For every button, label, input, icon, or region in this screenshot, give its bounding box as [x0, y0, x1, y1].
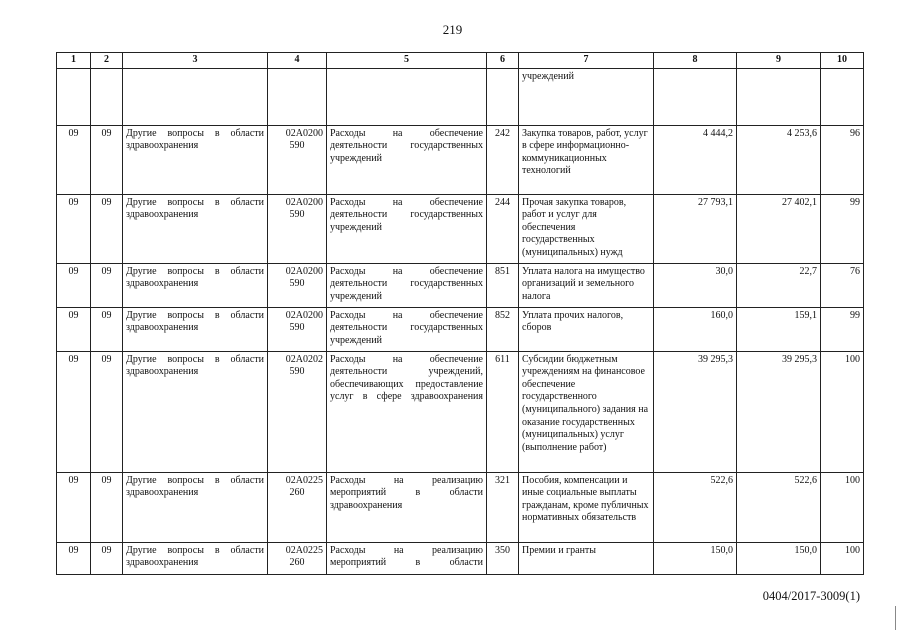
subsection-name	[123, 68, 268, 125]
expense-name: Расходы на реализацию мероприятий в области здравоохранения	[327, 472, 487, 542]
section-code: 09	[57, 263, 91, 307]
page-number: 219	[442, 22, 463, 37]
expense-type-code: 852	[487, 307, 519, 351]
expense-name: Расходы на обеспечение деятельности государственных учреждений	[327, 194, 487, 263]
expense-type-code: 350	[487, 542, 519, 574]
expense-type-name: Закупка товаров, работ, услуг в сфере информационно-коммуникационных технологий	[519, 125, 654, 194]
expense-type-code: 244	[487, 194, 519, 263]
executed-amount: 4 253,6	[737, 125, 821, 194]
header-row	[57, 53, 864, 69]
section-code: 09	[57, 472, 91, 542]
execution-percent: 76	[821, 263, 864, 307]
expense-name: Расходы на обеспечение деятельности государственных учреждений	[327, 125, 487, 194]
execution-percent: 100	[821, 472, 864, 542]
expense-type-name: Прочая закупка товаров, работ и услуг для обеспечения государственных (муниципальных) нужд	[519, 194, 654, 263]
executed-amount	[737, 68, 821, 125]
col-header: 7	[519, 53, 654, 69]
expense-type-code: 611	[487, 351, 519, 472]
section-code: 09	[57, 351, 91, 472]
table-row	[57, 351, 864, 472]
col-header: 8	[654, 53, 737, 69]
expense-name: Расходы на обеспечение деятельности государственных учреждений	[327, 263, 487, 307]
target-code: 02А0200 590	[268, 307, 327, 351]
approved-amount: 27 793,1	[654, 194, 737, 263]
target-code: 02А0200 590	[268, 263, 327, 307]
section-code: 09	[57, 307, 91, 351]
subsection-code: 09	[91, 307, 123, 351]
execution-percent: 99	[821, 307, 864, 351]
col-header: 5	[327, 53, 487, 69]
table-row	[57, 194, 864, 263]
table-row	[57, 307, 864, 351]
approved-amount	[654, 68, 737, 125]
approved-amount: 150,0	[654, 542, 737, 574]
target-code: 02А0200 590	[268, 194, 327, 263]
approved-amount: 160,0	[654, 307, 737, 351]
target-code: 02А0225 260	[268, 472, 327, 542]
execution-percent	[821, 68, 864, 125]
execution-percent: 100	[821, 542, 864, 574]
budget-table	[56, 52, 864, 575]
subsection-code: 09	[91, 542, 123, 574]
execution-percent: 100	[821, 351, 864, 472]
approved-amount: 30,0	[654, 263, 737, 307]
table-row	[57, 68, 864, 125]
margin-mark	[895, 606, 896, 630]
expense-type-name: Уплата налога на имущество организаций и земельного налога	[519, 263, 654, 307]
subsection-name: Другие вопросы в области здравоохранения	[123, 194, 268, 263]
expense-type-code	[487, 68, 519, 125]
executed-amount: 27 402,1	[737, 194, 821, 263]
subsection-name: Другие вопросы в области здравоохранения	[123, 542, 268, 574]
execution-percent: 96	[821, 125, 864, 194]
expense-name	[327, 68, 487, 125]
expense-name: Расходы на реализацию мероприятий в области	[327, 542, 487, 574]
col-header: 1	[57, 53, 91, 69]
executed-amount: 39 295,3	[737, 351, 821, 472]
col-header: 2	[91, 53, 123, 69]
expense-type-name: учреждений	[519, 68, 654, 125]
expense-type-code: 242	[487, 125, 519, 194]
subsection-code	[91, 68, 123, 125]
subsection-name: Другие вопросы в области здравоохранения	[123, 307, 268, 351]
expense-name: Расходы на обеспечение деятельности учреждений, обеспечивающих предоставление услуг в сфере здравоохранения	[327, 351, 487, 472]
target-code: 02А0200 590	[268, 125, 327, 194]
target-code	[268, 68, 327, 125]
col-header: 4	[268, 53, 327, 69]
col-header: 9	[737, 53, 821, 69]
expense-type-name: Пособия, компенсации и иные социальные выплаты гражданам, кроме публичных нормативных обязательств	[519, 472, 654, 542]
expense-name: Расходы на обеспечение деятельности государственных учреждений	[327, 307, 487, 351]
table-row	[57, 263, 864, 307]
subsection-name: Другие вопросы в области здравоохранения	[123, 472, 268, 542]
subsection-code: 09	[91, 194, 123, 263]
expense-type-code: 851	[487, 263, 519, 307]
target-code: 02А0225 260	[268, 542, 327, 574]
approved-amount: 4 444,2	[654, 125, 737, 194]
subsection-name: Другие вопросы в области здравоохранения	[123, 125, 268, 194]
col-header: 6	[487, 53, 519, 69]
section-code: 09	[57, 194, 91, 263]
col-header: 3	[123, 53, 268, 69]
expense-type-name: Уплата прочих налогов, сборов	[519, 307, 654, 351]
target-code: 02А0202 590	[268, 351, 327, 472]
expense-type-name: Премии и гранты	[519, 542, 654, 574]
section-code: 09	[57, 542, 91, 574]
subsection-code: 09	[91, 472, 123, 542]
subsection-code: 09	[91, 351, 123, 472]
col-header: 10	[821, 53, 864, 69]
subsection-name: Другие вопросы в области здравоохранения	[123, 351, 268, 472]
document-number: 0404/2017-3009(1)	[762, 589, 860, 603]
approved-amount: 39 295,3	[654, 351, 737, 472]
executed-amount: 22,7	[737, 263, 821, 307]
executed-amount: 159,1	[737, 307, 821, 351]
section-code: 09	[57, 125, 91, 194]
table-row	[57, 125, 864, 194]
subsection-code: 09	[91, 125, 123, 194]
section-code	[57, 68, 91, 125]
table-row	[57, 542, 864, 574]
expense-type-code: 321	[487, 472, 519, 542]
approved-amount: 522,6	[654, 472, 737, 542]
table-row	[57, 472, 864, 542]
executed-amount: 150,0	[737, 542, 821, 574]
expense-type-name: Субсидии бюджетным учреждениям на финансовое обеспечение государственного (муниципального) задания на оказание государственных (муниципальных) услуг (выполнение работ)	[519, 351, 654, 472]
subsection-code: 09	[91, 263, 123, 307]
subsection-name: Другие вопросы в области здравоохранения	[123, 263, 268, 307]
executed-amount: 522,6	[737, 472, 821, 542]
execution-percent: 99	[821, 194, 864, 263]
